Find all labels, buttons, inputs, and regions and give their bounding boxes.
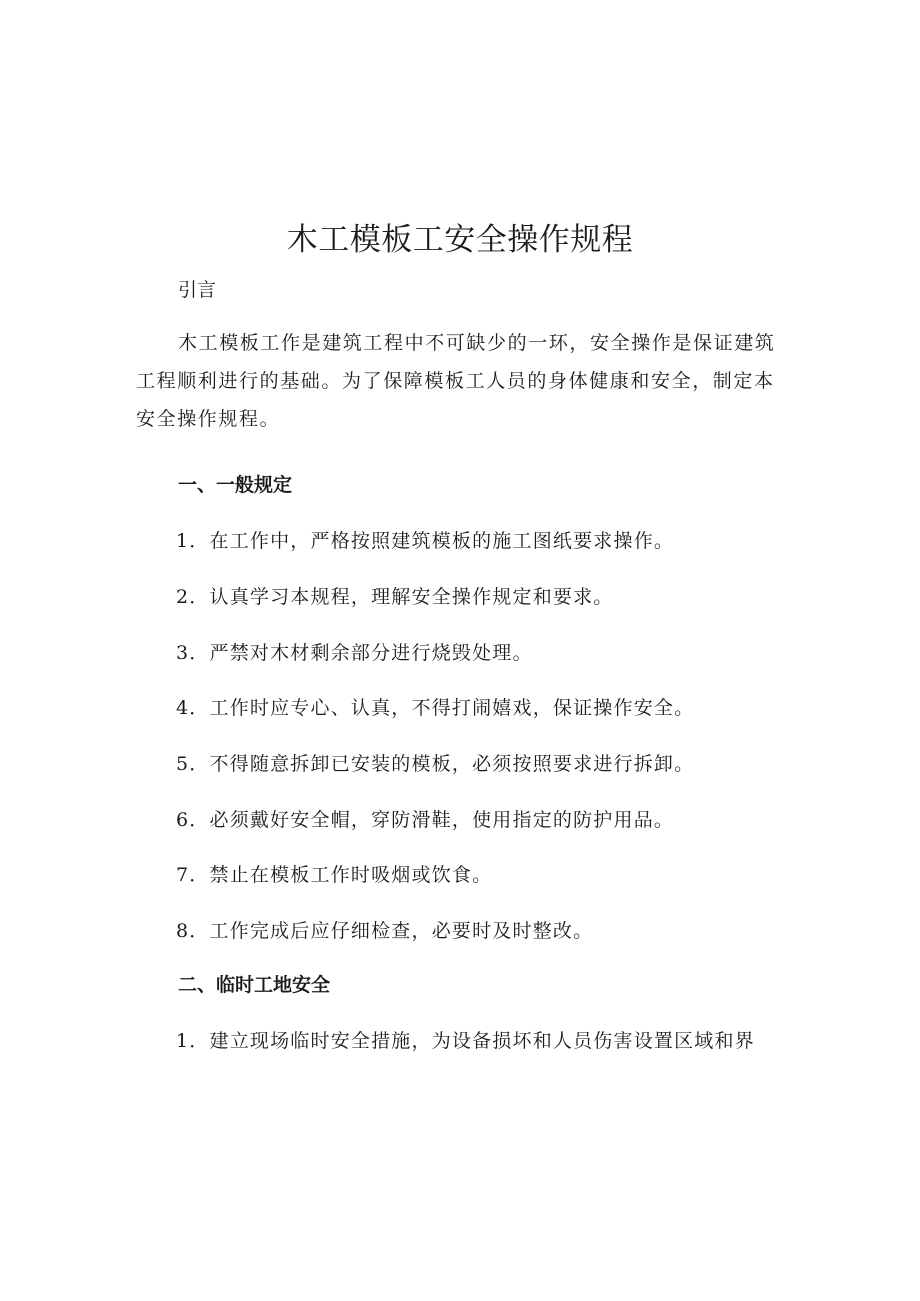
- list-item: 1．在工作中，严格按照建筑模板的施工图纸要求操作。: [176, 530, 675, 552]
- list-item: 8．工作完成后应仔细检查，必要时及时整改。: [176, 920, 594, 942]
- intro-label: 引言: [178, 279, 217, 301]
- list-item: 5．不得随意拆卸已安装的模板，必须按照要求进行拆卸。: [176, 753, 695, 775]
- intro-paragraph: 木工模板工作是建筑工程中不可缺少的一环，安全操作是保证建筑工程顺利进行的基础。为了保障模板工人员的身体健康和安全，制定本安全操作规程。: [136, 332, 776, 430]
- list-item: 3．严禁对木材剩余部分进行烧毁处理。: [176, 642, 533, 664]
- list-item: 6．必须戴好安全帽，穿防滑鞋，使用指定的防护用品。: [176, 809, 675, 831]
- list-item: 4．工作时应专心、认真，不得打闹嬉戏，保证操作安全。: [176, 697, 695, 719]
- document-title: 木工模板工安全操作规程: [286, 222, 634, 258]
- list-item: 7．禁止在模板工作时吸烟或饮食。: [176, 864, 493, 886]
- list-item: 1．建立现场临时安全措施，为设备损坏和人员伤害设置区域和界: [176, 1030, 755, 1052]
- list-item: 2．认真学习本规程，理解安全操作规定和要求。: [176, 586, 614, 608]
- section-heading-general: 一、一般规定: [178, 474, 293, 496]
- section-heading-temporary-site: 二、临时工地安全: [178, 974, 331, 996]
